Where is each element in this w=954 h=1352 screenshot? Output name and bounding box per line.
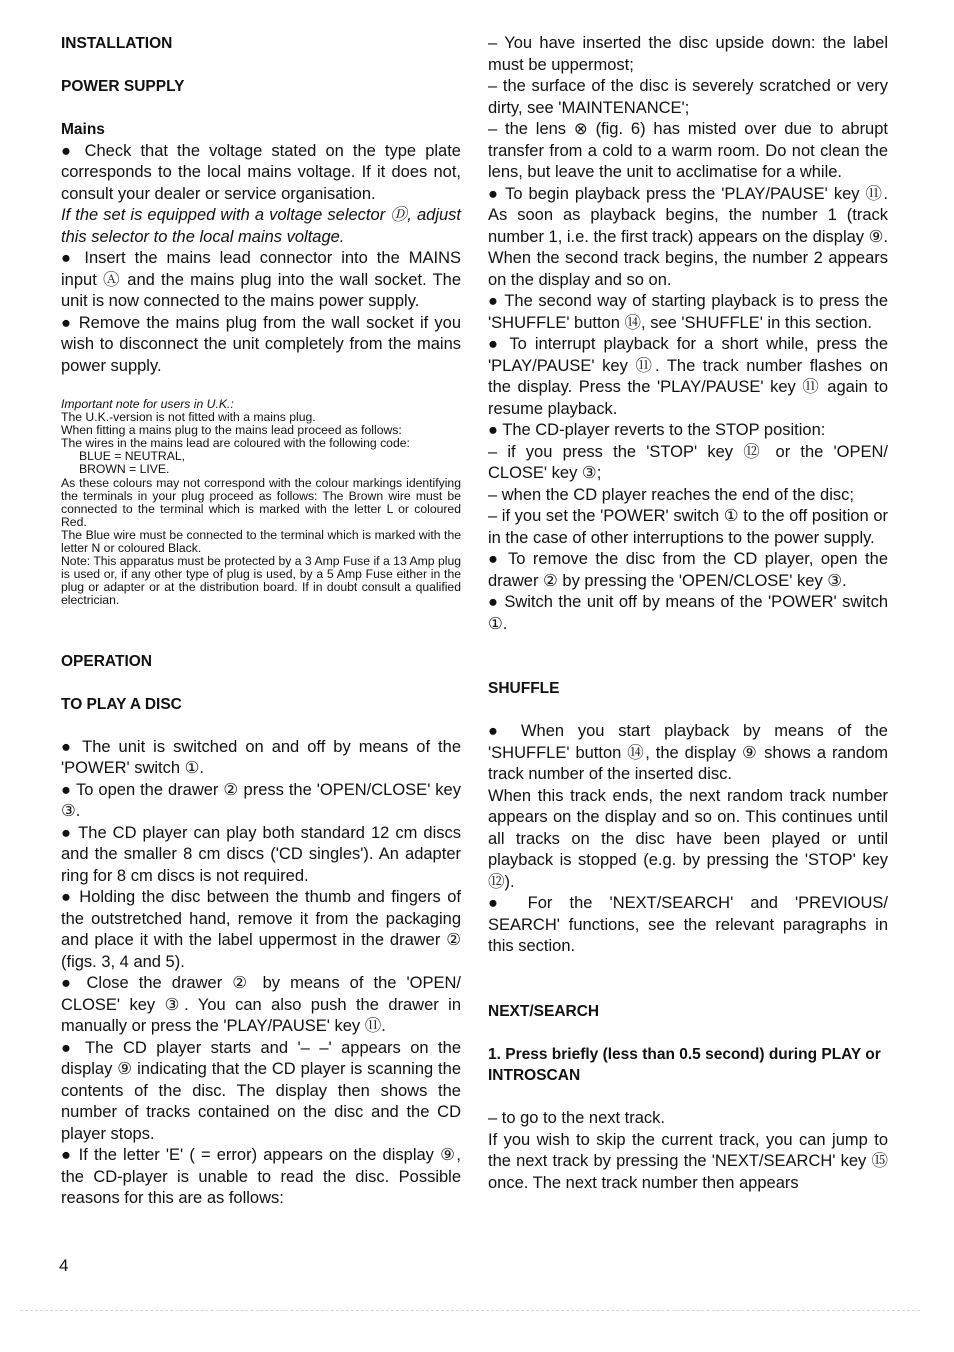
operation-heading: OPERATION xyxy=(61,652,152,670)
next-paragraph-2: If you wish to skip the current track, you can jump to the next track by pressing the 'NEXT/SEARCH' key ⑮ once. The next track number then appears xyxy=(488,1130,888,1192)
shuffle-paragraph-3: ● For the 'NEXT/SEARCH' and 'PREVIOUS/ SEARCH' functions, see the relevant paragraphs in this section. xyxy=(488,894,888,955)
power-supply-heading: POWER SUPPLY xyxy=(61,78,185,95)
next-search-heading: NEXT/SEARCH xyxy=(488,1002,600,1020)
play-paragraph-2: ● To open the drawer ② press the 'OPEN/CLOSE' key ③. xyxy=(61,780,461,820)
shuffle-paragraph-1: ● When you start playback by means of the 'SHUFFLE' button ⑭, the display ⑨ shows a random track number of the inserted disc. xyxy=(488,722,888,783)
shuffle-paragraph-2: When this track ends, the next random track number appears on the display and so on. This continues until all tracks on the disc have been played or until playback is stopped (e.g. by pressing the 'STOP' key ⑫). xyxy=(488,786,888,891)
stop-item-1: – if you press the 'STOP' key ⑫ or the 'OPEN/ CLOSE' key ③; xyxy=(488,442,888,482)
note-line: Important note for users in U.K.: xyxy=(61,397,234,411)
stop-item-2: – when the CD player reaches the end of the disc; xyxy=(488,485,854,504)
installation-heading: INSTALLATION xyxy=(61,35,173,52)
play-paragraph-5: ● Close the drawer ② by means of the 'OPEN/ CLOSE' key ③. You can also push the drawer in manually or press the 'PLAY/PAUSE' key ⑪. xyxy=(61,974,461,1035)
play-paragraph-3: ● The CD player can play both standard 12 cm discs and the smaller 8 cm discs ('CD singles'). An adapter ring for 8 cm discs is not required. xyxy=(61,823,461,885)
left-column xyxy=(61,33,461,1210)
mains-paragraph-4: ● Remove the mains plug from the wall socket if you wish to disconnect the unit completely from the mains power supply. xyxy=(61,313,461,375)
page-number: 4 xyxy=(59,1256,69,1275)
play-disc-heading: TO PLAY A DISC xyxy=(61,695,182,713)
right-column xyxy=(488,33,888,1194)
scan-artifact-line xyxy=(20,1310,920,1331)
shuffle-heading: SHUFFLE xyxy=(488,680,560,697)
remove-disc-paragraph: ● To remove the disc from the CD player, open the drawer ② by pressing the 'OPEN/CLOSE' key ③. xyxy=(488,550,888,590)
note-line: The U.K.-version is not fitted with a mains plug. xyxy=(61,410,316,425)
play-paragraph-6: ● The CD player starts and '– –' appears on the display ⑨ indicating that the CD player is scanning the contents of the disc. The display then shows the number of tracks contained on the disc and the CD player stops. xyxy=(61,1038,461,1143)
reason-3: – the lens ⊗ (fig. 6) has misted over due to abrupt transfer from a cold to a warm room. Do not clean the lens, but leave the unit to acclimatise for a while. xyxy=(488,120,888,181)
stop-item-3: – if you set the 'POWER' switch ① to the off position or in the case of other interruptions to the power supply. xyxy=(488,507,888,547)
note-line: BLUE = NEUTRAL, xyxy=(79,449,185,464)
play-paragraph-4: ● Holding the disc between the thumb and fingers of the outstretched hand, remove it from the packaging and place it with the label uppermost in the drawer ② (figs. 3, 4 and 5). xyxy=(61,888,461,971)
reason-2: – the surface of the disc is severely scratched or very dirty, see 'MAINTENANCE'; xyxy=(488,77,888,117)
play-paragraph-1: ● The unit is switched on and off by means of the 'POWER' switch ①. xyxy=(61,737,461,777)
note-line: When fitting a mains plug to the mains lead proceed as follows: xyxy=(61,423,402,438)
stop-paragraph: ● The CD-player reverts to the STOP position: xyxy=(488,421,826,439)
note-line: The Blue wire must be connected to the terminal which is marked with the letter N or coloured Black. xyxy=(61,527,461,556)
note-line: As these colours may not correspond with the colour markings identifying the terminals in your plug proceed as follows: The Brown wire must be connected to the terminal which is marked with the letter L or coloured Red. xyxy=(61,475,461,529)
playback-paragraph-3: ● To interrupt playback for a short while, press the 'PLAY/PAUSE' key ⑪. The track number flashes on the display. Press the 'PLAY/PAUSE' key ⑪ again to resume playback. xyxy=(488,335,888,418)
switch-off-paragraph: ● Switch the unit off by means of the 'POWER' switch ①. xyxy=(488,593,888,633)
reason-1: – You have inserted the disc upside down: the label must be uppermost; xyxy=(488,34,888,74)
note-line: Note: This apparatus must be protected by a 3 Amp Fuse if a 13 Amp plug is used or, if any other type of plug is used, by a 5 Amp Fuse either in the plug or adapter or at the distribution board. If in doubt consult a qualified electrician. xyxy=(61,554,461,608)
uk-note xyxy=(61,398,461,608)
next-search-subheading: 1. Press briefly (less than 0.5 second) during PLAY or INTROSCAN xyxy=(488,1045,881,1084)
play-paragraph-7: ● If the letter 'E' ( = error) appears on the display ⑨, the CD-player is unable to read the disc. Possible reasons for this are as follows: xyxy=(61,1146,461,1207)
note-line: The wires in the mains lead are coloured with the following code: xyxy=(61,436,410,451)
mains-heading: Mains xyxy=(61,121,105,138)
note-line: BROWN = LIVE. xyxy=(79,462,170,477)
mains-paragraph-2: If the set is equipped with a voltage selector Ⓓ, adjust this selector to the local mains voltage. xyxy=(61,206,461,246)
mains-paragraph-3: ● Insert the mains lead connector into the MAINS input Ⓐ and the mains plug into the wall socket. The unit is now connected to the mains power supply. xyxy=(61,249,461,310)
playback-paragraph-2: ● The second way of starting playback is to press the 'SHUFFLE' button ⑭, see 'SHUFFLE' in this section. xyxy=(488,292,888,332)
mains-paragraph-1: ● Check that the voltage stated on the type plate corresponds to the local mains voltage. If it does not, consult your dealer or service organisation. xyxy=(61,141,461,203)
playback-paragraph-1: ● To begin playback press the 'PLAY/PAUSE' key ⑪. As soon as playback begins, the number 1 (track number 1, i.e. the first track) appears on the display ⑨. When the second track begins, the number 2 appears on the display and so on. xyxy=(488,184,888,289)
next-paragraph-1: – to go to the next track. xyxy=(488,1109,666,1127)
